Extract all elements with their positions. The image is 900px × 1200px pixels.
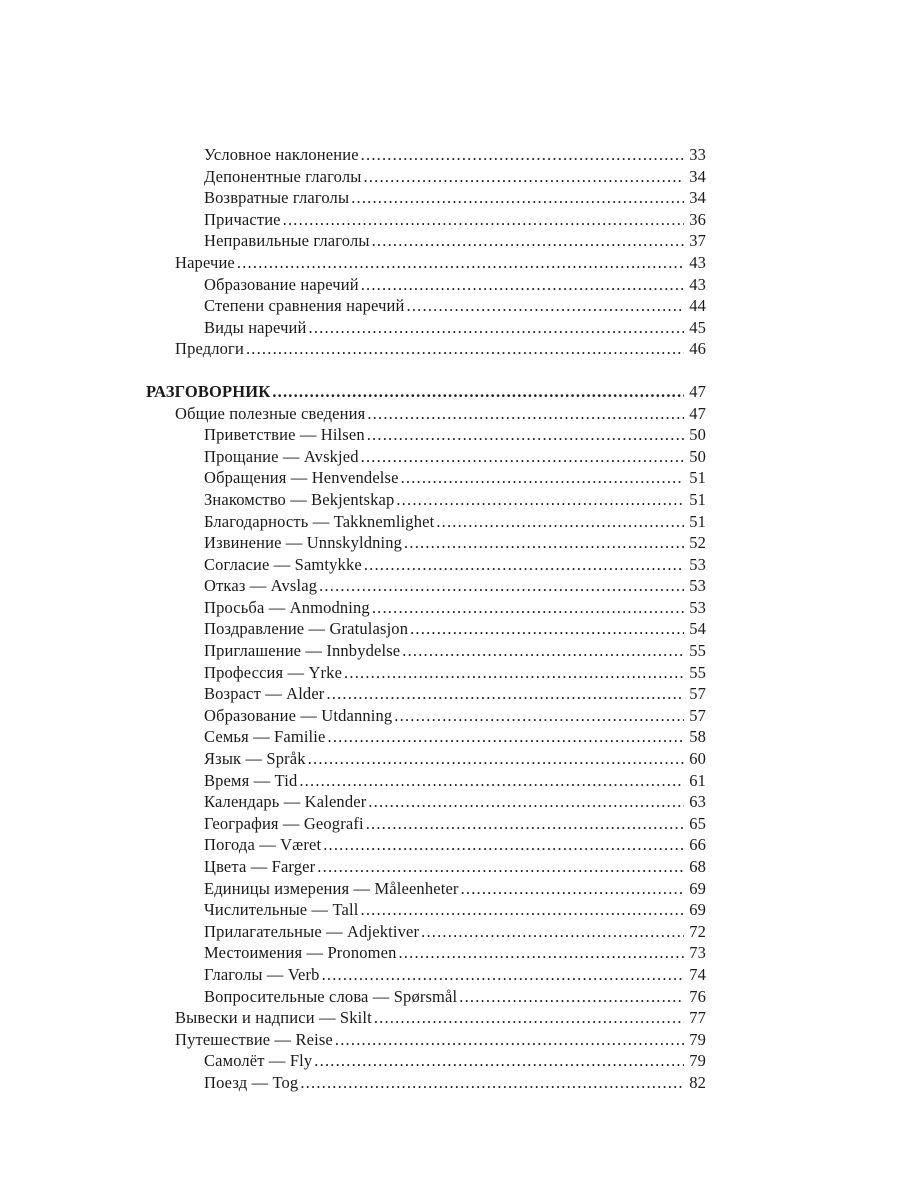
toc-dot-leader — [344, 662, 684, 684]
toc-dot-leader — [396, 489, 684, 511]
toc-page-number: 72 — [689, 921, 706, 941]
toc-entry — [175, 1029, 706, 1051]
table-of-contents — [146, 144, 706, 1094]
toc-entry — [175, 618, 706, 640]
toc-page-number: 74 — [689, 964, 706, 984]
toc-entry — [175, 467, 706, 489]
toc-entry-title: Извинение — Unnskyldning — [204, 533, 403, 553]
toc-entry-title: Прощание — Avskjed — [204, 446, 359, 466]
toc-page-number: 47 — [689, 381, 706, 401]
toc-page-number: 46 — [689, 339, 706, 359]
toc-dot-leader — [351, 187, 684, 209]
toc-page-number: 53 — [689, 576, 706, 596]
toc-entry — [175, 640, 706, 662]
toc-entry — [175, 554, 706, 576]
toc-dot-leader — [317, 856, 684, 878]
toc-entry-title: Вопросительные слова — Spørsmål — [204, 986, 458, 1006]
toc-page-number: 68 — [689, 857, 706, 876]
toc-entry — [175, 878, 706, 900]
toc-page-number: 57 — [689, 705, 706, 725]
toc-entry — [175, 489, 706, 511]
toc-page-number: 58 — [689, 727, 706, 747]
toc-entry-title: Виды наречий — [204, 317, 307, 337]
toc-entry — [175, 166, 706, 188]
toc-page-number: 45 — [689, 317, 706, 337]
toc-entry-title: Глаголы — Verb — [204, 964, 320, 984]
toc-entry-title: Время — Tid — [204, 770, 298, 790]
toc-entry-title: Местоимения — Pronomen — [204, 943, 397, 963]
toc-entry-title: Предлоги — [175, 339, 244, 359]
toc-dot-leader — [272, 381, 684, 403]
toc-entry — [175, 1007, 706, 1029]
toc-entry — [175, 209, 706, 231]
toc-dot-leader — [363, 166, 684, 188]
toc-entry-title: Согласие — Samtykke — [204, 554, 362, 574]
toc-dot-leader — [394, 705, 684, 727]
toc-page-number: 51 — [689, 511, 706, 531]
toc-entry-title: Самолёт — Fly — [204, 1051, 313, 1071]
toc-page-number: 43 — [689, 252, 706, 272]
toc-dot-leader — [308, 748, 684, 770]
toc-entry-title: Язык — Språk — [204, 749, 306, 769]
toc-entry-title: Знакомство — Bekjentskap — [204, 489, 395, 509]
toc-dot-leader — [283, 209, 684, 231]
toc-dot-leader — [323, 834, 684, 856]
toc-entry — [175, 446, 706, 468]
toc-dot-leader — [436, 511, 684, 533]
toc-page-number: 50 — [689, 425, 706, 445]
toc-entry-title: Календарь — Kalender — [204, 792, 367, 812]
toc-page-number: 54 — [689, 619, 706, 639]
toc-entry — [175, 424, 706, 446]
toc-dot-leader — [361, 144, 684, 166]
toc-dot-leader — [328, 726, 685, 748]
toc-dot-leader — [309, 317, 684, 339]
toc-dot-leader — [361, 446, 684, 468]
toc-entry-title: Путешествие — Reise — [175, 1029, 333, 1049]
toc-dot-leader — [368, 791, 684, 813]
toc-dot-leader — [374, 1007, 684, 1029]
toc-page-number: 55 — [689, 641, 706, 661]
toc-dot-leader — [421, 921, 684, 943]
toc-page-number: 51 — [689, 489, 706, 509]
toc-entry — [175, 834, 706, 856]
toc-dot-leader — [404, 532, 684, 554]
toc-dot-leader — [372, 230, 684, 252]
toc-page-number: 50 — [689, 446, 706, 466]
toc-dot-leader — [407, 295, 684, 317]
toc-entry-title: Отказ — Avslag — [204, 576, 318, 596]
toc-entry — [175, 338, 706, 360]
toc-page-number: 79 — [689, 1051, 706, 1071]
toc-entry — [175, 187, 706, 209]
toc-entry-title: Общие полезные сведения — [175, 403, 366, 423]
toc-entry — [175, 748, 706, 770]
toc-entry-title: Поезд — Tog — [204, 1072, 299, 1092]
toc-entry-title: Причастие — [204, 209, 281, 229]
toc-dot-leader — [335, 1029, 684, 1051]
toc-entry-title: Приглашение — Innbydelse — [204, 641, 401, 661]
toc-page-number: 65 — [689, 813, 706, 833]
toc-dot-leader — [410, 618, 684, 640]
toc-entry-title: Приветствие — Hilsen — [204, 425, 365, 445]
toc-entry-title: Числительные — Tall — [204, 900, 359, 920]
toc-page-number: 55 — [689, 662, 706, 682]
toc-dot-leader — [398, 942, 684, 964]
toc-entry-title: Прилагательные — Adjektiver — [204, 921, 420, 941]
toc-entry — [175, 726, 706, 748]
toc-dot-leader — [314, 1050, 684, 1072]
toc-entry-title: Обращения — Henvendelse — [204, 468, 399, 488]
toc-entry — [175, 705, 706, 727]
toc-entry — [175, 899, 706, 921]
toc-page-number: 69 — [689, 900, 706, 920]
toc-dot-leader — [361, 274, 684, 296]
toc-dot-leader — [322, 964, 684, 986]
toc-entry-title: Цвета — Farger — [204, 857, 316, 876]
toc-entry — [175, 144, 706, 166]
toc-entry — [175, 921, 706, 943]
toc-dot-leader — [364, 554, 684, 576]
toc-entry — [175, 295, 706, 317]
toc-entry — [175, 964, 706, 986]
toc-page-number: 37 — [689, 231, 706, 251]
toc-dot-leader — [367, 403, 684, 425]
toc-page-number: 44 — [689, 296, 706, 316]
toc-entry-title: Профессия — Yrke — [204, 662, 343, 682]
toc-entry — [175, 662, 706, 684]
toc-page-number: 33 — [689, 145, 706, 164]
toc-entry — [175, 986, 706, 1008]
toc-page-number: 77 — [689, 1008, 706, 1028]
toc-page-number: 34 — [689, 166, 706, 186]
toc-entry-title: Вывески и надписи — Skilt — [175, 1008, 372, 1028]
toc-entry — [175, 597, 706, 619]
toc-entry — [175, 317, 706, 339]
toc-dot-leader — [300, 1072, 684, 1094]
toc-entry-title: Единицы измерения — Måleenheter — [204, 878, 459, 898]
toc-page-number: 63 — [689, 792, 706, 812]
toc-dot-leader — [237, 252, 684, 274]
toc-entry-title: Образование — Utdanning — [204, 705, 393, 725]
toc-entry-title: Депонентные глаголы — [204, 166, 362, 186]
toc-page-number: 60 — [689, 749, 706, 769]
toc-entry — [175, 791, 706, 813]
toc-entry — [175, 403, 706, 425]
toc-entry — [175, 511, 706, 533]
toc-page-number: 47 — [689, 403, 706, 423]
toc-entry-title: Условное наклонение — [204, 145, 359, 164]
toc-dot-leader — [401, 467, 684, 489]
toc-dot-leader — [299, 770, 684, 792]
toc-entry — [175, 575, 706, 597]
toc-entry — [175, 252, 706, 274]
toc-page-number: 61 — [689, 770, 706, 790]
toc-page-number: 82 — [689, 1072, 706, 1092]
toc-page-number: 76 — [689, 986, 706, 1006]
toc-entry — [175, 230, 706, 252]
toc-entry-title: Благодарность — Takknemlighet — [204, 511, 435, 531]
toc-entry — [175, 770, 706, 792]
toc-entry — [175, 532, 706, 554]
toc-entry — [175, 683, 706, 705]
toc-entry-title: География — Geografi — [204, 813, 364, 833]
toc-dot-leader — [402, 640, 684, 662]
toc-dot-leader — [246, 338, 684, 360]
toc-entry — [175, 856, 706, 878]
toc-page-number: 53 — [689, 597, 706, 617]
toc-entry — [175, 274, 706, 296]
toc-entry-title: РАЗГОВОРНИК — [146, 381, 271, 401]
toc-entry-title: Семья — Familie — [204, 727, 326, 747]
toc-dot-leader — [459, 986, 684, 1008]
toc-page-number: 51 — [689, 468, 706, 488]
toc-entry-title: Поздравление — Gratulasjon — [204, 619, 409, 639]
toc-entry — [175, 1072, 706, 1094]
toc-dot-leader — [326, 683, 684, 705]
toc-entry-title: Образование наречий — [204, 274, 359, 294]
toc-entry-title: Возраст — Alder — [204, 684, 325, 704]
toc-dot-leader — [372, 597, 684, 619]
toc-page-number: 53 — [689, 554, 706, 574]
toc-entry — [175, 813, 706, 835]
toc-dot-leader — [366, 813, 684, 835]
toc-page-number: 57 — [689, 684, 706, 704]
toc-page-number: 69 — [689, 878, 706, 898]
toc-dot-leader — [319, 575, 684, 597]
toc-page-number: 66 — [689, 835, 706, 855]
toc-dot-leader — [361, 899, 685, 921]
toc-page-number: 79 — [689, 1029, 706, 1049]
toc-page-number: 52 — [689, 533, 706, 553]
toc-page-number: 34 — [689, 188, 706, 208]
toc-page-number: 36 — [689, 209, 706, 229]
toc-entry — [175, 942, 706, 964]
toc-entry-title: Наречие — [175, 252, 235, 272]
toc-entry-title: Степени сравнения наречий — [204, 296, 405, 316]
toc-page-number: 73 — [689, 943, 706, 963]
toc-entry-title: Просьба — Anmodning — [204, 597, 370, 617]
toc-entry-title: Погода — Været — [204, 835, 322, 855]
toc-dot-leader — [367, 424, 684, 446]
toc-entry — [175, 1050, 706, 1072]
toc-section-heading — [146, 381, 706, 403]
toc-entry-title: Неправильные глаголы — [204, 231, 370, 251]
toc-entry-title: Возвратные глаголы — [204, 188, 350, 208]
toc-page-number: 43 — [689, 274, 706, 294]
toc-dot-leader — [461, 878, 684, 900]
